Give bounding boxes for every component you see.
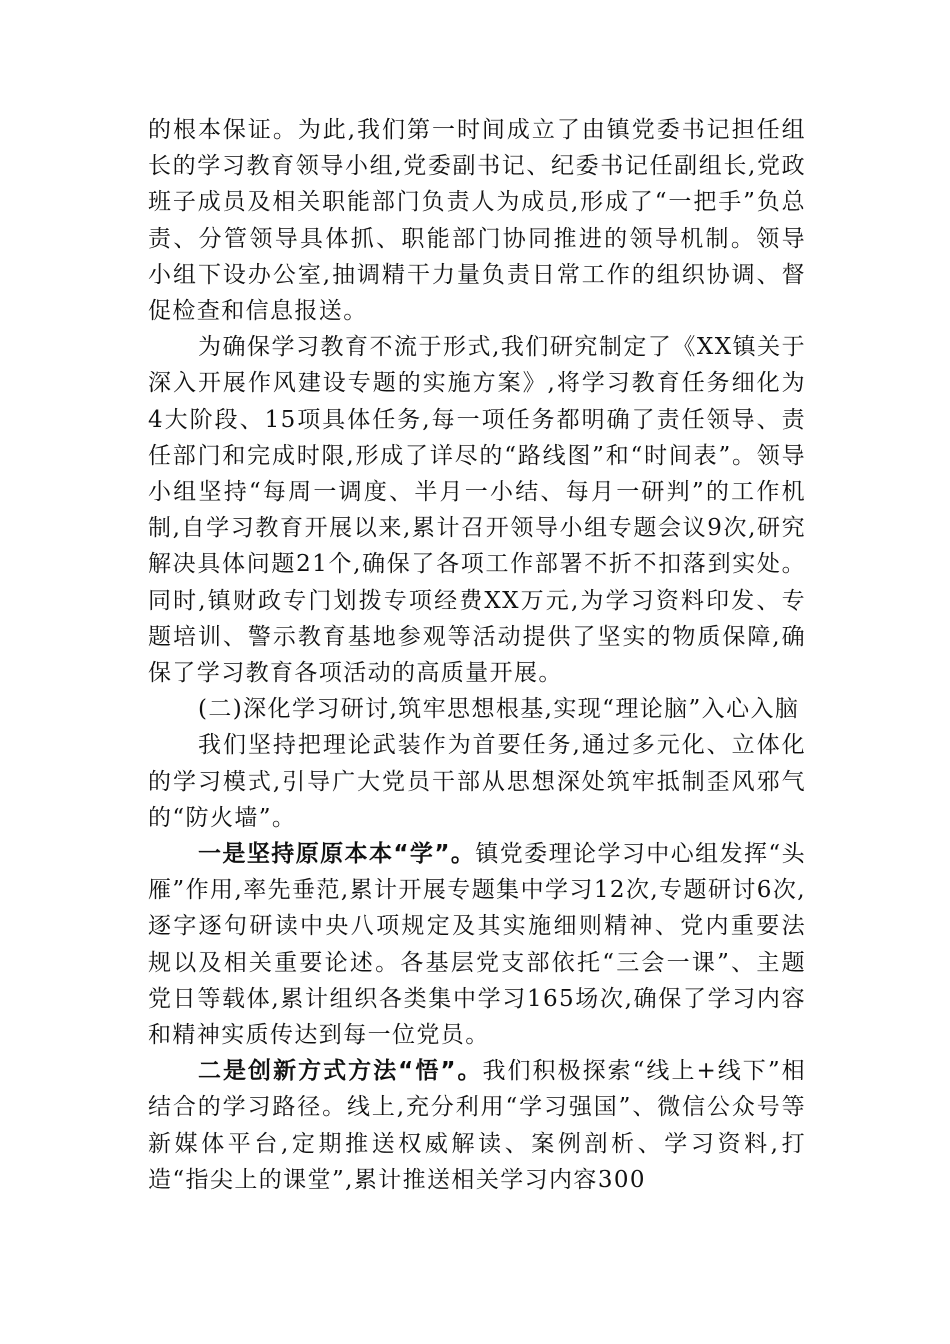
point-1-lead: 一是坚持原原本本“学”。: [198, 841, 476, 868]
point-1-text: 镇党委理论学习中心组发挥“头雁”作用,率先垂范,累计开展专题集中学习12次,专题研讨6次,逐字逐句研读中央八项规定及其实施细则精神、党内重要法规以及相关重要论述。各基层党支部依托“三会一课”、主题党日等载体,累计组织各类集中学习165场次,确保了学习内容和精神实质传达到每一位党员。: [148, 841, 806, 1049]
paragraph-continuation: 的根本保证。为此,我们第一时间成立了由镇党委书记担任组长的学习教育领导小组,党委副书记、纪委书记任副组长,党政班子成员及相关职能部门负责人为成员,形成了“一把手”负总责、分管领导具体抓、职能部门协同推进的领导机制。领导小组下设办公室,抽调精干力量负责日常工作的组织协调、督促检查和信息报送。: [148, 117, 806, 325]
paragraph-theory-study: 我们坚持把理论武装作为首要任务,通过多元化、立体化的学习模式,引导广大党员干部从思想深处筑牢抵制歪风邪气的“防火墙”。: [148, 732, 806, 831]
point-2-lead: 二是创新方式方法“悟”。: [198, 1058, 483, 1085]
paragraph-point-2: [148, 1053, 806, 1198]
section-heading-2: (二)深化学习研讨,筑牢思想根基,实现“理论脑”入心入脑: [198, 696, 800, 723]
paragraph-implementation-plan: 为确保学习教育不流于形式,我们研究制定了《XX镇关于深入开展作风建设专题的实施方案》,将学习教育任务细化为4大阶段、15项具体任务,每一项任务都明确了责任领导、责任部门和完成时限,形成了详尽的“路线图”和“时间表”。领导小组坚持“每周一调度、半月一小结、每月一研判”的工作机制,自学习教育开展以来,累计召开领导小组专题会议9次,研究解决具体问题21个,确保了各项工作部署不折不扣落到实处。同时,镇财政专门划拨专项经费XX万元,为学习资料印发、专题培训、警示教育基地参观等活动提供了坚实的物质保障,确保了学习教育各项活动的高质量开展。: [148, 334, 806, 687]
point-2-text: 我们积极探索“线上+线下”相结合的学习路径。线上,充分利用“学习强国”、微信公众号等新媒体平台,定期推送权威解读、案例剖析、学习资料,打造“指尖上的课堂”,累计推送相关学习内容300: [148, 1058, 806, 1193]
document-body: [148, 112, 806, 1198]
paragraph-point-1: [148, 836, 806, 1053]
